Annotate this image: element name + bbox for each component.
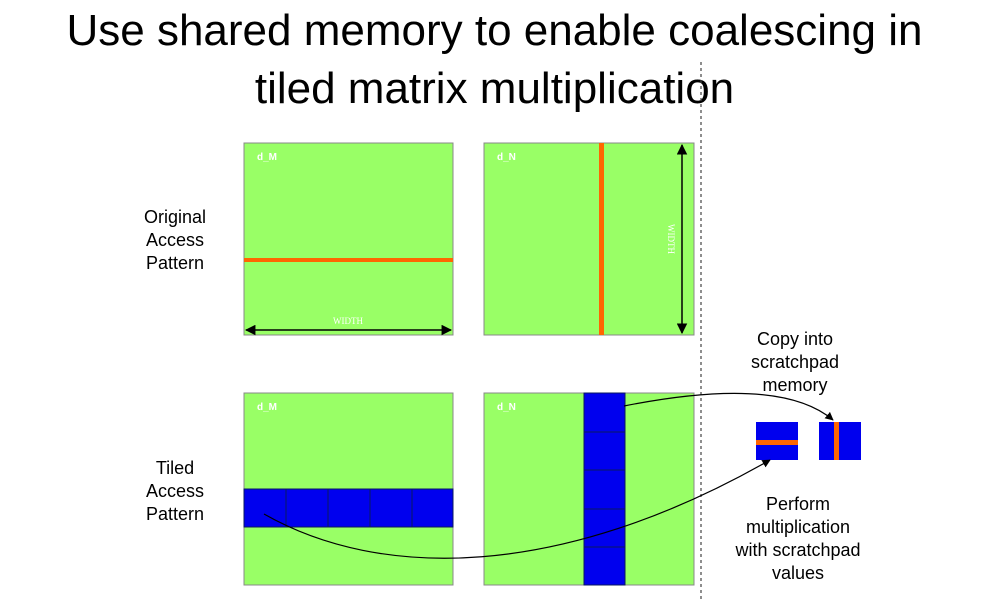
title-line-1: Use shared memory to enable coalescing in (66, 6, 923, 55)
copy-note-line-3: memory (762, 375, 828, 395)
title-line-2: tiled matrix multiplication (254, 64, 735, 113)
tiled-label-line-1: Tiled (155, 458, 195, 478)
scratchpad-n-tile-rect (819, 422, 861, 460)
perform-note-line-4: values (771, 563, 825, 583)
original-label-line-3: Pattern (145, 253, 205, 273)
dm-label: d_M (257, 152, 277, 163)
original-dn-matrix (484, 143, 694, 335)
perform-note-line-3: with scratchpad (735, 540, 861, 560)
width-label-horizontal: WIDTH (333, 316, 363, 326)
tiled-dn-label: d_N (497, 402, 516, 413)
dm-tile (286, 489, 328, 527)
dm-tile (370, 489, 412, 527)
dn-matrix-rect (484, 143, 694, 335)
tiled-dm-label: d_M (257, 402, 277, 413)
tiled-label-line-2: Access (145, 481, 205, 501)
scratchpad-m-row (756, 440, 798, 445)
dm-tile (328, 489, 370, 527)
original-label-line-1: Original (143, 207, 207, 227)
original-label-line-2: Access (145, 230, 205, 250)
copy-note-line-2: scratchpad (750, 352, 840, 372)
copy-note-line-1: Copy into (756, 329, 834, 349)
scratchpad-n-tile (819, 422, 861, 460)
dn-column-access (599, 143, 604, 335)
dn-tile (584, 470, 625, 509)
tiled-dn-matrix (484, 393, 694, 585)
dm-row-access (244, 258, 453, 262)
tiled-dm-matrix (244, 393, 453, 585)
scratchpad-m-tile (756, 422, 798, 460)
dm-tile (412, 489, 453, 527)
perform-note-line-2: multiplication (745, 517, 851, 537)
dn-tile (584, 432, 625, 470)
dn-tile (584, 393, 625, 432)
tiled-label-line-3: Pattern (145, 504, 205, 524)
dm-tile (244, 489, 286, 527)
scratchpad-n-column (834, 422, 839, 460)
dn-tile (584, 547, 625, 585)
perform-note-line-1: Perform (765, 494, 830, 514)
dn-label: d_N (497, 152, 516, 163)
dm-matrix-rect (244, 143, 453, 335)
original-dm-matrix (244, 143, 453, 335)
width-label-vertical: WIDTH (666, 224, 676, 254)
